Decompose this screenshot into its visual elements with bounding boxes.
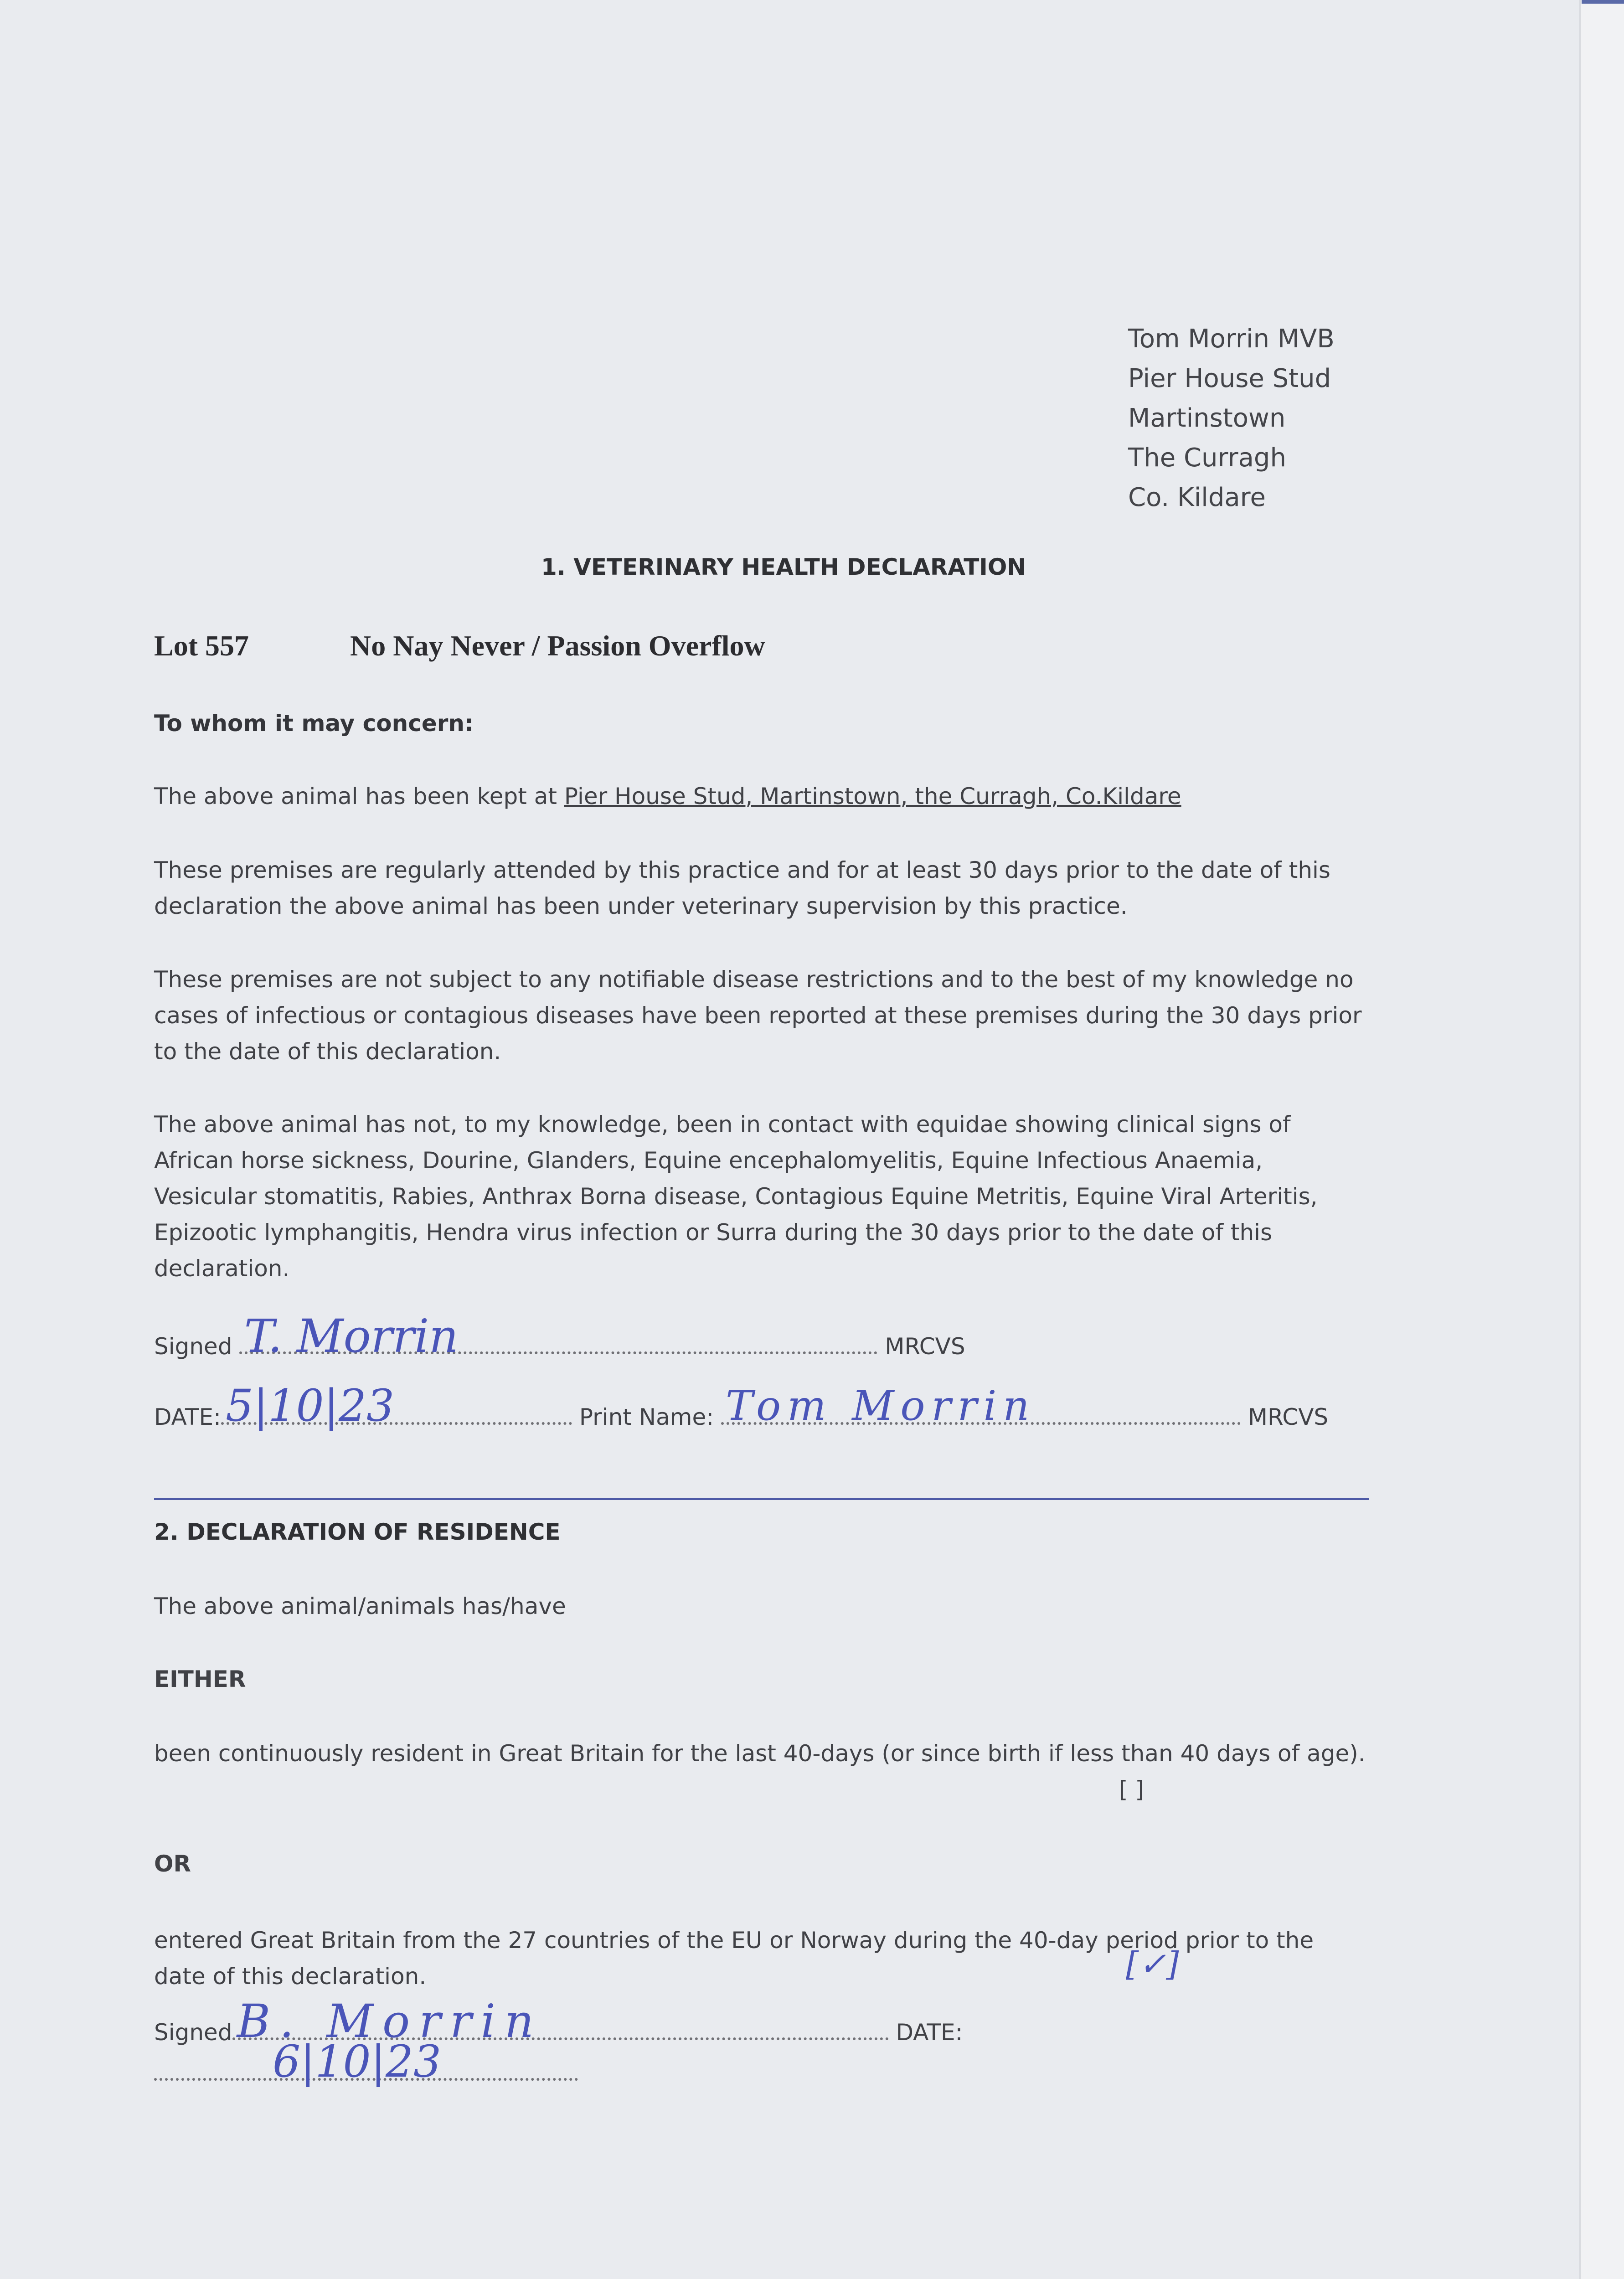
- either-label: EITHER: [154, 1666, 246, 1692]
- date-label: DATE:: [154, 1404, 221, 1430]
- mrcvs-label: MRCVS: [885, 1333, 965, 1360]
- paragraph-disease-contact: The above animal has not, to my knowledge, been in contact with equidae showing clinical signs of African horse sickness, Dourine, Glanders, Equine encephalomyelitis, Equine Infectious Anaemia, Vesicular stomatitis, Rabies, Anthrax Borna disease, Contagious Equine Metritis, Equine Viral Arteritis, Epizootic lymphangitis, Hendra virus infection or Surra during the 30 days prior to the date of this declaration.: [154, 1111, 1318, 1282]
- residence-signature-line: [154, 1995, 1366, 2091]
- signature-field: [239, 1310, 877, 1363]
- paragraph-kept-at: [154, 779, 1366, 815]
- section2-heading: 2. DECLARATION OF RESIDENCE: [154, 1519, 561, 1545]
- lot-line: [154, 629, 765, 663]
- address-line: Martinstown: [1128, 403, 1286, 433]
- date-value: 6|10|23: [273, 2036, 442, 2087]
- owner-signature: B. Morrin: [237, 1995, 543, 2048]
- premises-address: Pier House Stud, Martinstown, the Curragh, Co.Kildare: [564, 783, 1181, 810]
- kept-at-text: The above animal has been kept at: [154, 783, 564, 810]
- or-label: OR: [154, 1851, 191, 1877]
- address-line: Co. Kildare: [1128, 483, 1266, 512]
- option2-checkbox[interactable]: [✓]: [1126, 1945, 1179, 1983]
- sender-address: [1128, 319, 1335, 517]
- option-entered-from-eu: entered Great Britain from the 27 countries of the EU or Norway during the 40-day period prior to the date of this declaration.: [154, 1927, 1314, 1990]
- salutation: To whom it may concern:: [154, 710, 474, 737]
- horse-name: No Nay Never / Passion Overflow: [350, 629, 765, 662]
- print-name-label: Print Name:: [579, 1404, 714, 1430]
- paragraph-supervision: These premises are regularly attended by this practice and for at least 30 days prior to the date of this declaration the above animal has been under veterinary supervision by this practice.: [154, 857, 1330, 919]
- paragraph-restrictions: These premises are not subject to any notifiable disease restrictions and to the best of my knowledge no cases of infectious or contagious diseases have been reported at these premises during the 30 days prior to the date of this declaration.: [154, 966, 1362, 1065]
- section-divider: [154, 1498, 1369, 1500]
- date-field: [154, 2036, 578, 2087]
- residence-intro: The above animal/animals has/have: [154, 1593, 566, 1619]
- vet-signature-line: [154, 1310, 1366, 1365]
- address-line: The Curragh: [1128, 443, 1286, 473]
- date-value: 5|10|23: [225, 1380, 395, 1431]
- option1-checkbox[interactable]: [ ]: [1119, 1776, 1144, 1803]
- date-field: [221, 1380, 572, 1431]
- option-continuous-residence: been continuously resident in Great Britain for the last 40-days (or since birth if less than 40 days of age).: [154, 1740, 1366, 1767]
- section1-heading: 1. VETERINARY HEALTH DECLARATION: [541, 554, 1026, 580]
- scan-edge: [1579, 0, 1624, 2279]
- date-label: DATE:: [896, 2019, 963, 2046]
- mrcvs-label: MRCVS: [1248, 1404, 1329, 1430]
- scan-edge-mark: [1582, 0, 1624, 4]
- print-name-value: Tom Morrin: [726, 1382, 1036, 1430]
- vet-signature: T. Morrin: [244, 1310, 459, 1363]
- address-line: Pier House Stud: [1128, 364, 1331, 393]
- print-name-field: [721, 1382, 1241, 1430]
- vet-date-name-line: [154, 1380, 1376, 1435]
- signed-label: Signed: [154, 1333, 232, 1360]
- lot-number: Lot 557: [154, 629, 249, 662]
- address-line: Tom Morrin MVB: [1128, 324, 1335, 354]
- signed-label: Signed: [154, 2019, 232, 2046]
